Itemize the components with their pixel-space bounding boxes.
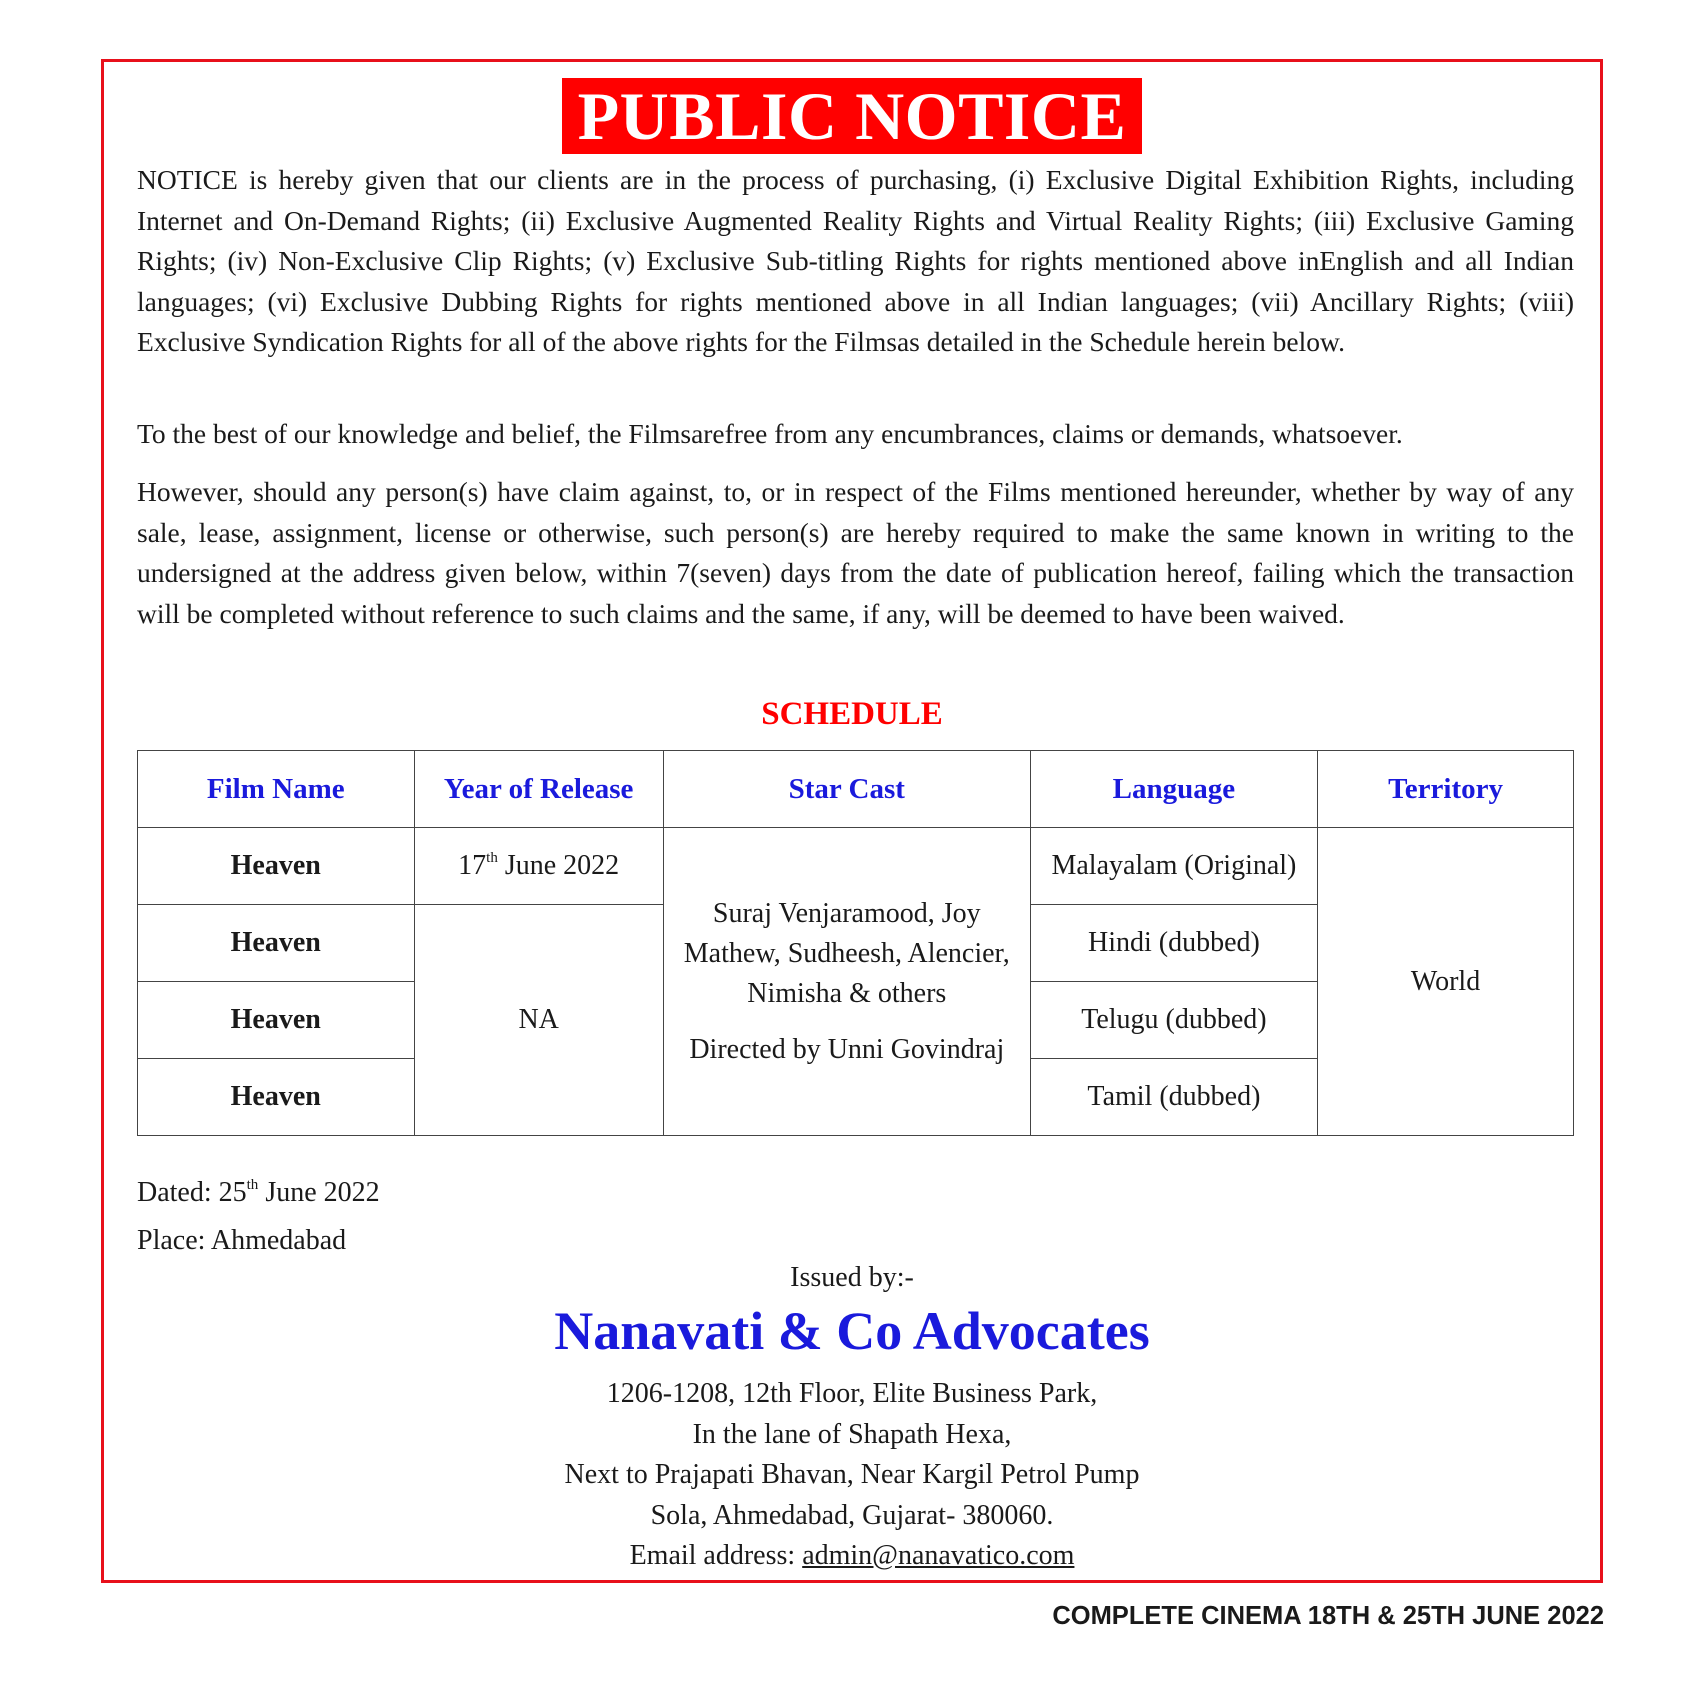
table-header-row bbox=[138, 751, 1574, 828]
director-credit: Directed by Unni Govindraj bbox=[689, 1033, 1005, 1065]
dated-line bbox=[137, 1174, 380, 1212]
notice-title: PUBLIC NOTICE bbox=[562, 78, 1143, 154]
schedule-table bbox=[137, 750, 1574, 1136]
dated-prefix: Dated: 25 bbox=[137, 1177, 247, 1208]
release-day: 17 bbox=[458, 850, 487, 881]
star-cast-cell bbox=[663, 828, 1030, 1136]
notice-paragraph-1: NOTICE is hereby given that our clients are in the process of purchasing, (i) Exclusive Digital Exhibition Rights, including Internet and On-Demand Rights; (ii) Exclusive Augmented Reality Rights and Virtual Reality Rights; (iii) Exclusive Gaming Rights; (iv) Non-Exclusive Clip Rights; (v) Exclusive Sub-titling Rights for rights mentioned above inEnglish and all Indian languages; (vi) Exclusive Dubbing Rights for rights mentioned above in all Indian languages; (vii) Ancillary Rights; (viii) Exclusive Syndication Rights for all of the above rights for the Filmsas detailed in the Schedule herein below. bbox=[137, 164, 1574, 357]
issued-by-label: Issued by:- bbox=[790, 1262, 914, 1293]
address-block bbox=[104, 1374, 1600, 1577]
header-year-of-release: Year of Release bbox=[414, 751, 663, 828]
email-link[interactable]: admin@nanavatico.com bbox=[802, 1540, 1075, 1571]
address-line: Next to Prajapati Bhavan, Near Kargil Petrol Pump bbox=[564, 1459, 1140, 1490]
publication-footer: COMPLETE CINEMA 18TH & 25TH JUNE 2022 bbox=[1052, 1602, 1604, 1630]
email-label: Email address: bbox=[629, 1540, 803, 1571]
territory-cell: World bbox=[1318, 828, 1574, 1136]
table-row bbox=[138, 828, 1574, 905]
release-date-cell bbox=[414, 828, 663, 905]
language-cell: Malayalam (Original) bbox=[1030, 828, 1317, 905]
language-cell: Telugu (dubbed) bbox=[1030, 982, 1317, 1059]
dated-rest: June 2022 bbox=[258, 1177, 380, 1208]
header-language: Language bbox=[1030, 751, 1317, 828]
notice-paragraph-2: To the best of our knowledge and belief, the Filmsarefree from any encumbrances, claims or demands, whatsoever. bbox=[137, 418, 1403, 449]
language-cell: Tamil (dubbed) bbox=[1030, 1059, 1317, 1136]
schedule-heading: SCHEDULE bbox=[761, 696, 943, 732]
header-star-cast: Star Cast bbox=[663, 751, 1030, 828]
release-na-cell: NA bbox=[414, 905, 663, 1136]
release-rest: June 2022 bbox=[497, 850, 620, 881]
title-wrap bbox=[104, 78, 1600, 154]
star-cast-names: Suraj Venjaramood, Joy Mathew, Sudheesh, Alencier, Nimisha & others bbox=[683, 897, 1010, 1009]
notice-paragraph-3: However, should any person(s) have claim against, to, or in respect of the Films mentioned hereunder, whether by way of any sale, lease, assignment, license or otherwise, such person(s) are hereby required to make the same known in writing to the undersigned at the address given below, within 7(seven) days from the date of publication hereof, failing which the transaction will be completed without reference to such claims and the same, if any, will be deemed to have been waived. bbox=[137, 476, 1574, 629]
header-film-name: Film Name bbox=[138, 751, 415, 828]
firm-name: Nanavati & Co Advocates bbox=[554, 1301, 1150, 1361]
film-name-cell: Heaven bbox=[138, 905, 415, 982]
film-name-cell: Heaven bbox=[138, 982, 415, 1059]
address-line: Sola, Ahmedabad, Gujarat- 380060. bbox=[650, 1499, 1054, 1531]
release-day-suffix: th bbox=[486, 850, 498, 866]
header-territory: Territory bbox=[1318, 751, 1574, 828]
email-line bbox=[104, 1536, 1600, 1577]
notice-frame bbox=[101, 59, 1603, 1583]
address-line: 1206-1208, 12th Floor, Elite Business Park, bbox=[606, 1378, 1098, 1409]
language-cell: Hindi (dubbed) bbox=[1030, 905, 1317, 982]
address-line: In the lane of Shapath Hexa, bbox=[692, 1418, 1012, 1450]
place-line: Place: Ahmedabad bbox=[137, 1225, 347, 1256]
film-name-cell: Heaven bbox=[138, 1059, 415, 1136]
film-name-cell: Heaven bbox=[138, 828, 415, 905]
dated-suffix: th bbox=[246, 1177, 259, 1193]
